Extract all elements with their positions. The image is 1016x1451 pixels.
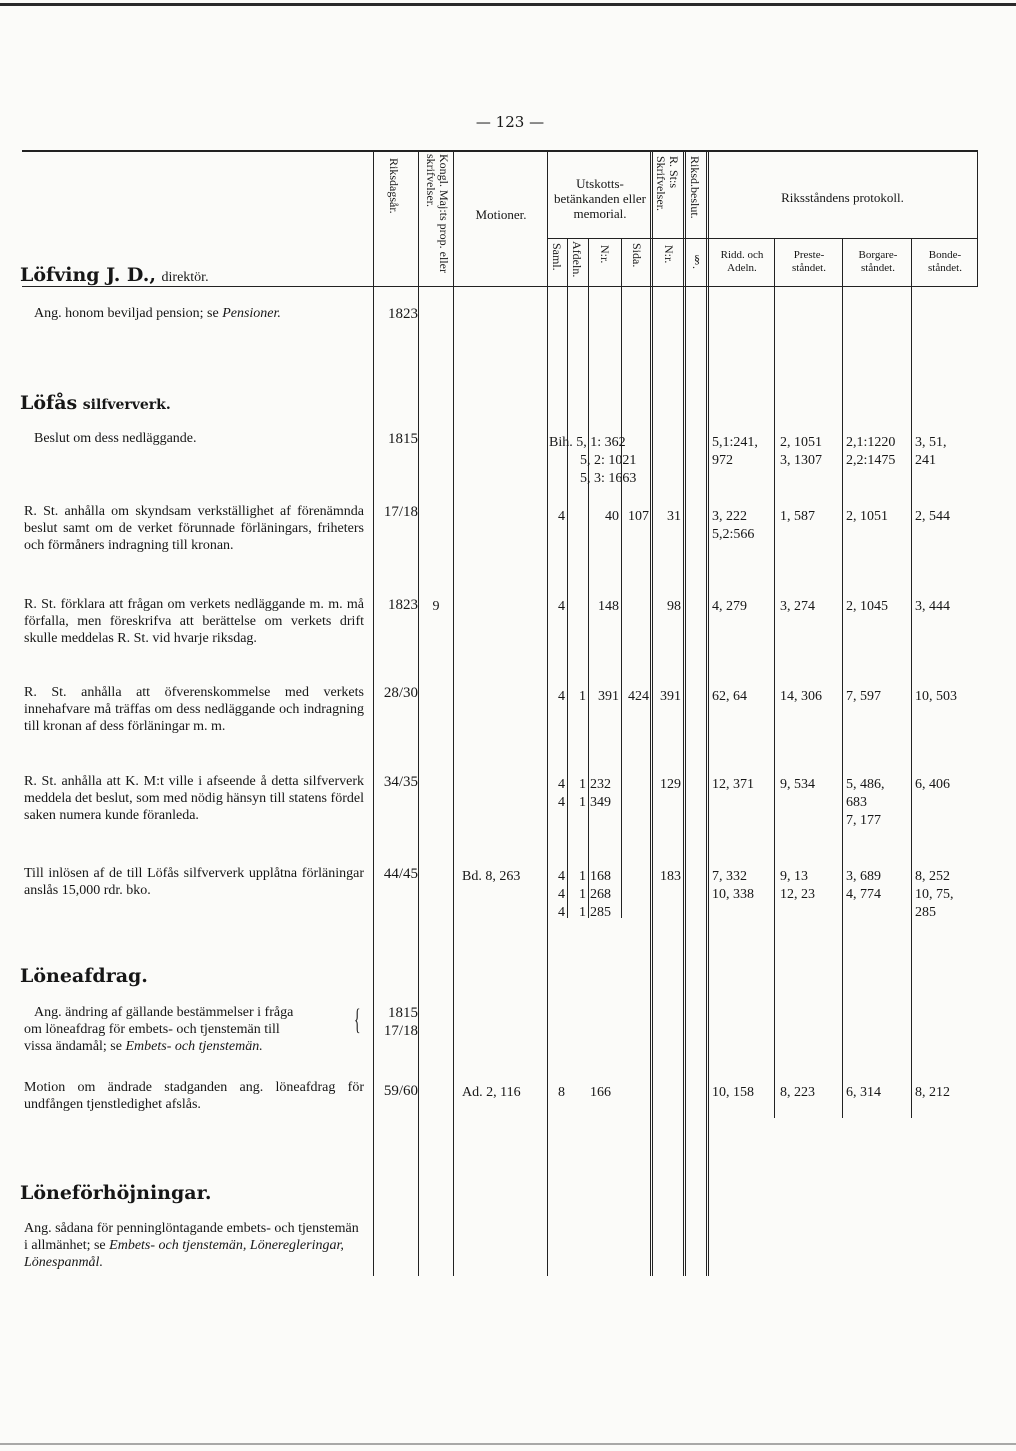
col-rule-preste [774, 238, 775, 1118]
ridd-r9: 10, 158 [712, 1085, 754, 1100]
header-preste: Preste- ståndet. [792, 249, 826, 274]
year-r3: 17/18 [383, 504, 418, 520]
entry-andring-text3: vissa ändamål; se [24, 1039, 126, 1054]
col-rule-beslut [683, 150, 686, 1276]
entry-forklara: R. St. förklara att frågan om verkets nedläggande m. m. må förfalla, men föreskrifva att berättelse om verkets drift skulle meddelas R. St. vid hvarje riksdag. [24, 597, 364, 646]
year-r9: 59/60 [383, 1083, 418, 1099]
motion-r9: Ad. 2, 116 [462, 1085, 521, 1100]
bonde-r7-b: 10, 75, [915, 887, 954, 902]
header-riksstandens: Riksståndens protokoll. [781, 190, 904, 205]
saml-r3: 4 [558, 509, 565, 524]
col-rule-utsk [547, 150, 548, 1276]
header-ridd: Ridd. och Adeln. [720, 249, 764, 274]
subheader-rule-prot [708, 238, 978, 239]
afd-r5: 1 [579, 689, 586, 704]
preste-r9: 8, 223 [780, 1085, 815, 1100]
preste-r7-a: 9, 13 [780, 869, 808, 884]
bonde-r5: 10, 503 [915, 689, 957, 704]
bonde-r2-b: 241 [915, 453, 936, 468]
col-rule-afd [567, 238, 568, 918]
preste-r5: 14, 306 [780, 689, 822, 704]
bonde-r4: 3, 444 [915, 599, 950, 614]
borgare-r9: 6, 314 [846, 1085, 881, 1100]
bottom-edge-line [0, 1443, 1016, 1445]
entry-andring-line3 [24, 1038, 263, 1056]
saml-r7-b: 4 [558, 887, 565, 902]
header-bottom-rule [22, 286, 978, 287]
afd-r7-b: 1 [579, 887, 586, 902]
bonde-r3: 2, 544 [915, 509, 950, 524]
col-rule-sida [621, 238, 622, 918]
year-r1: 1823 [388, 306, 418, 322]
entry-skyndsam: R. St. anhålla om skyndsam verkställighet af förenämnda beslut samt om de verket förunnade förläningars, friheters och förmåners indragning till kronan. [24, 504, 364, 553]
page-number: — 123 — [475, 113, 545, 131]
header-sida: Sida. [630, 243, 644, 268]
ridd-r5: 62, 64 [712, 689, 747, 704]
year-r5: 28/30 [383, 685, 418, 701]
col-rule-rst [650, 150, 653, 1276]
year-r7: 44/45 [383, 866, 418, 882]
nr-r6-b: 349 [590, 795, 611, 810]
col-rule-motion [453, 150, 454, 1276]
entry-motion-loneafdrag: Motion om ändrade stadganden ang. löneafdrag för undfången tjenstledighet afslås. [24, 1080, 364, 1112]
header-riksd-beslut: Riksd.beslut. [688, 156, 702, 219]
header-bonde: Bonde- ståndet. [928, 249, 962, 274]
bonde-r2-a: 3, 51, [915, 435, 947, 450]
col-rule-nr [588, 238, 589, 918]
entry-lofving-pension [34, 305, 374, 322]
rst-r7: 183 [660, 869, 681, 884]
saml-r6-b: 4 [558, 795, 565, 810]
entry-penning-ref: Embets- och tjenstemän, Löneregleringar, Lönespanmål. [24, 1238, 344, 1270]
col-rule-kongl [418, 150, 419, 1276]
header-kongl: Kongl. Maj:ts prop. eller skrifvelser. [424, 154, 451, 273]
heading-lofas-suffix: silfververk. [82, 397, 171, 413]
header-utskotts: Utskotts- betänkanden eller memorial. [553, 176, 647, 221]
col-rule-borgare [842, 238, 843, 1118]
year-r8-b: 17/18 [383, 1023, 418, 1039]
nr-r7-c: 285 [590, 905, 611, 920]
table-top-rule [22, 150, 978, 152]
preste-r6: 9, 534 [780, 777, 815, 792]
heading-loneforhojningar [20, 1182, 211, 1204]
utsk-r2-line3: 5, 3: 1663 [580, 471, 637, 486]
afd-r6-a: 1 [579, 777, 586, 792]
ridd-r6: 12, 371 [712, 777, 754, 792]
afd-r7-c: 1 [579, 905, 586, 920]
saml-r9: 8 [558, 1085, 565, 1100]
utsk-r2-line2: 5, 2: 1021 [580, 453, 637, 468]
sida-r3: 107 [628, 509, 649, 524]
col-rule-right [977, 150, 978, 286]
ridd-r3-a: 3, 222 [712, 509, 747, 524]
header-afdeln: Afdeln. [570, 241, 584, 278]
afd-r6-b: 1 [579, 795, 586, 810]
year-r2: 1815 [388, 431, 418, 447]
col-rule-prot [706, 150, 709, 1276]
entry-lofas-nedlaggande: Beslut om dess nedläggande. [34, 431, 197, 446]
ridd-r4: 4, 279 [712, 599, 747, 614]
utsk-r2-line1: Bih. 5, 1: 362 [549, 435, 626, 450]
header-nr: N:r. [598, 245, 612, 264]
ridd-r7-b: 10, 338 [712, 887, 754, 902]
entry-andring-line2: om löneafdrag för embets- och tjenstemän till [24, 1022, 280, 1037]
ridd-r2-a: 5,1:241, [712, 435, 758, 450]
nr-r7-b: 268 [590, 887, 611, 902]
preste-r2-a: 2, 1051 [780, 435, 822, 450]
brace-icon: { [353, 1003, 361, 1036]
header-rst-nr: N:r. [662, 245, 676, 264]
entry-text: Ang. honom beviljad pension; se [34, 306, 223, 321]
entry-andring-ref: Embets- och tjenstemän. [125, 1039, 263, 1054]
heading-lofving-name: Löfving J. D., [20, 264, 156, 286]
borgare-r6-c: 7, 177 [846, 813, 881, 828]
header-saml: Saml. [550, 243, 564, 271]
header-borgare: Borgare- ståndet. [858, 249, 898, 274]
entry-ref: Pensioner. [222, 306, 281, 321]
rst-r6: 129 [660, 777, 681, 792]
ridd-r7-a: 7, 332 [712, 869, 747, 884]
entry-km-beslut: R. St. anhålla att K. M:t ville i afseende å detta silfververk meddela det beslut, som med nödig hänsyn till statens fördel saken numera kunde föranleda. [24, 774, 364, 823]
header-para: §. [690, 252, 704, 269]
borgare-r3: 2, 1051 [846, 509, 888, 524]
heading-lofving-title: direktör. [161, 270, 209, 285]
nr-r4: 148 [598, 599, 619, 614]
kongl-r4: 9 [432, 599, 440, 614]
year-r6: 34/35 [383, 774, 418, 790]
entry-penning-text: Ang. sådana för penninglöntagande embets- och tjenstemän i allmänhet; se [24, 1221, 359, 1253]
bonde-r7-a: 8, 252 [915, 869, 950, 884]
entry-inlosen: Till inlösen af de till Löfås silfververk upplåtna förläningar anslås 15,000 rdr. bko. [24, 866, 364, 898]
borgare-r4: 2, 1045 [846, 599, 888, 614]
saml-r5: 4 [558, 689, 565, 704]
bonde-r7-c: 285 [915, 905, 936, 920]
bonde-r6: 6, 406 [915, 777, 950, 792]
heading-lofving [20, 264, 209, 286]
header-rst-skrifvelser: R. St:s Skrifvelser. [654, 156, 681, 211]
heading-loneforhojningar-text: Löneförhöjningar. [20, 1182, 212, 1204]
nr-r9: 166 [590, 1085, 611, 1100]
nr-r7-a: 168 [590, 869, 611, 884]
nr-r3: 40 [605, 509, 619, 524]
borgare-r6-a: 5, 486, [846, 777, 885, 792]
nr-r5: 391 [598, 689, 619, 704]
header-motioner: Motioner. [475, 207, 527, 222]
sida-r5: 424 [628, 689, 649, 704]
entry-penninglontagande [24, 1220, 364, 1271]
heading-lofas [20, 392, 171, 414]
saml-r7-a: 4 [558, 869, 565, 884]
heading-loneafdrag [20, 965, 148, 987]
rst-r5: 391 [660, 689, 681, 704]
saml-r4: 4 [558, 599, 565, 614]
preste-r4: 3, 274 [780, 599, 815, 614]
ridd-r2-b: 972 [712, 453, 733, 468]
rst-r4: 98 [667, 599, 681, 614]
borgare-r2-a: 2,1:1220 [846, 435, 896, 450]
heading-loneafdrag-text: Löneafdrag. [20, 965, 148, 987]
borgare-r2-b: 2,2:1475 [846, 453, 896, 468]
bonde-r9: 8, 212 [915, 1085, 950, 1100]
top-edge-line [0, 3, 1016, 6]
entry-andring-line1: Ang. ändring af gällande bestämmelser i fråga [34, 1005, 294, 1020]
preste-r2-b: 3, 1307 [780, 453, 822, 468]
entry-ofverenskommelse: R. St. anhålla att öfverenskommelse med verkets innehafvare må träffas om dess nedläggande och indragning till kronan af dess förläningar m. m. [24, 685, 364, 734]
borgare-r5: 7, 597 [846, 689, 881, 704]
motion-r7: Bd. 8, 263 [462, 869, 521, 884]
preste-r3: 1, 587 [780, 509, 815, 524]
ridd-r3-b: 5,2:566 [712, 527, 755, 542]
header-riksdagsar: Riksdagsår. [387, 158, 401, 214]
saml-r7-c: 4 [558, 905, 565, 920]
year-r4: 1823 [388, 597, 418, 613]
preste-r7-b: 12, 23 [780, 887, 815, 902]
afd-r7-a: 1 [579, 869, 586, 884]
borgare-r7-b: 4, 774 [846, 887, 881, 902]
borgare-r6-b: 683 [846, 795, 867, 810]
col-rule-bonde [911, 238, 912, 1118]
heading-lofas-name: Löfås [20, 392, 78, 414]
rst-r3: 31 [667, 509, 681, 524]
year-r8-a: 1815 [388, 1005, 418, 1021]
nr-r6-a: 232 [590, 777, 611, 792]
borgare-r7-a: 3, 689 [846, 869, 881, 884]
saml-r6-a: 4 [558, 777, 565, 792]
